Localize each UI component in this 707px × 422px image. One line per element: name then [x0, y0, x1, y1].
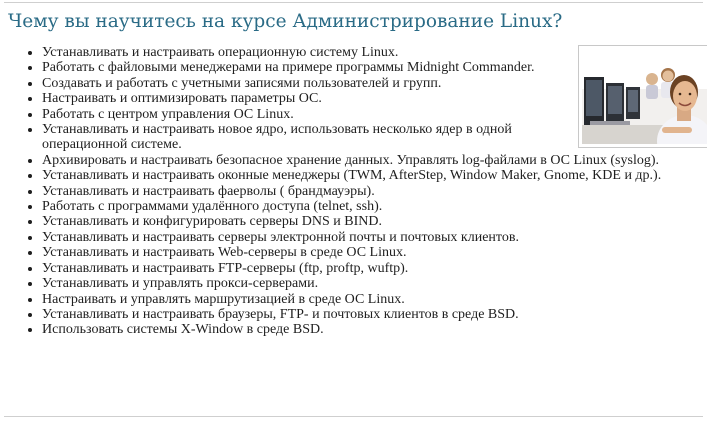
skill-item: • Настраивать и оптимизировать параметры ОС.	[42, 91, 707, 106]
skill-item: • Архивировать и настраивать безопасное хранение данных. Управлять log-файлами в ОС Linux (syslog).	[42, 153, 707, 168]
skill-item: • Устанавливать и конфигурировать серверы DNS и BIND.	[42, 214, 707, 229]
skill-item: • Работать с центром управления ОС Linux.	[42, 107, 707, 122]
skill-item: • Устанавливать и управлять прокси-серверами.	[42, 276, 707, 291]
skill-item: • Устанавливать и настраивать операционную систему Linux.	[42, 45, 707, 60]
skill-item: • Устанавливать и настраивать фаерволы ( брандмауэры).	[42, 184, 707, 199]
section-heading: Чему вы научитесь на курсе Администрирование Linux?	[8, 11, 563, 32]
skill-item: • Устанавливать и настраивать новое ядро, использовать несколько ядер в одной операционной системе.	[42, 122, 707, 153]
skill-item: • Устанавливать и настраивать серверы электронной почты и почтовых клиентов.	[42, 230, 707, 245]
skill-item: • Устанавливать и настраивать оконные менеджеры (TWM, AfterStep, Window Maker, Gnome, KDE и др.).	[42, 168, 707, 183]
skills-list	[24, 45, 707, 338]
skill-item: • Устанавливать и настраивать браузеры, FTP- и почтовых клиентов в среде BSD.	[42, 307, 707, 322]
skill-item: • Работать с программами удалённого доступа (telnet, ssh).	[42, 199, 707, 214]
skill-item: • Устанавливать и настраивать FTP-серверы (ftp, proftp, wuftp).	[42, 261, 707, 276]
classroom-photo-image	[582, 49, 707, 144]
top-divider	[4, 2, 703, 3]
skill-item: • Использовать системы X-Window в среде BSD.	[42, 322, 707, 337]
bottom-divider	[4, 416, 703, 417]
skill-item: • Настраивать и управлять маршрутизацией в среде ОС Linux.	[42, 292, 707, 307]
skill-item: • Работать с файловыми менеджерами на примере программы Midnight Commander.	[42, 60, 707, 75]
skill-item: • Устанавливать и настраивать Web-серверы в среде ОС Linux.	[42, 245, 707, 260]
course-photo-frame	[578, 45, 707, 148]
skill-item: • Создавать и работать с учетными записями пользователей и групп.	[42, 76, 707, 91]
